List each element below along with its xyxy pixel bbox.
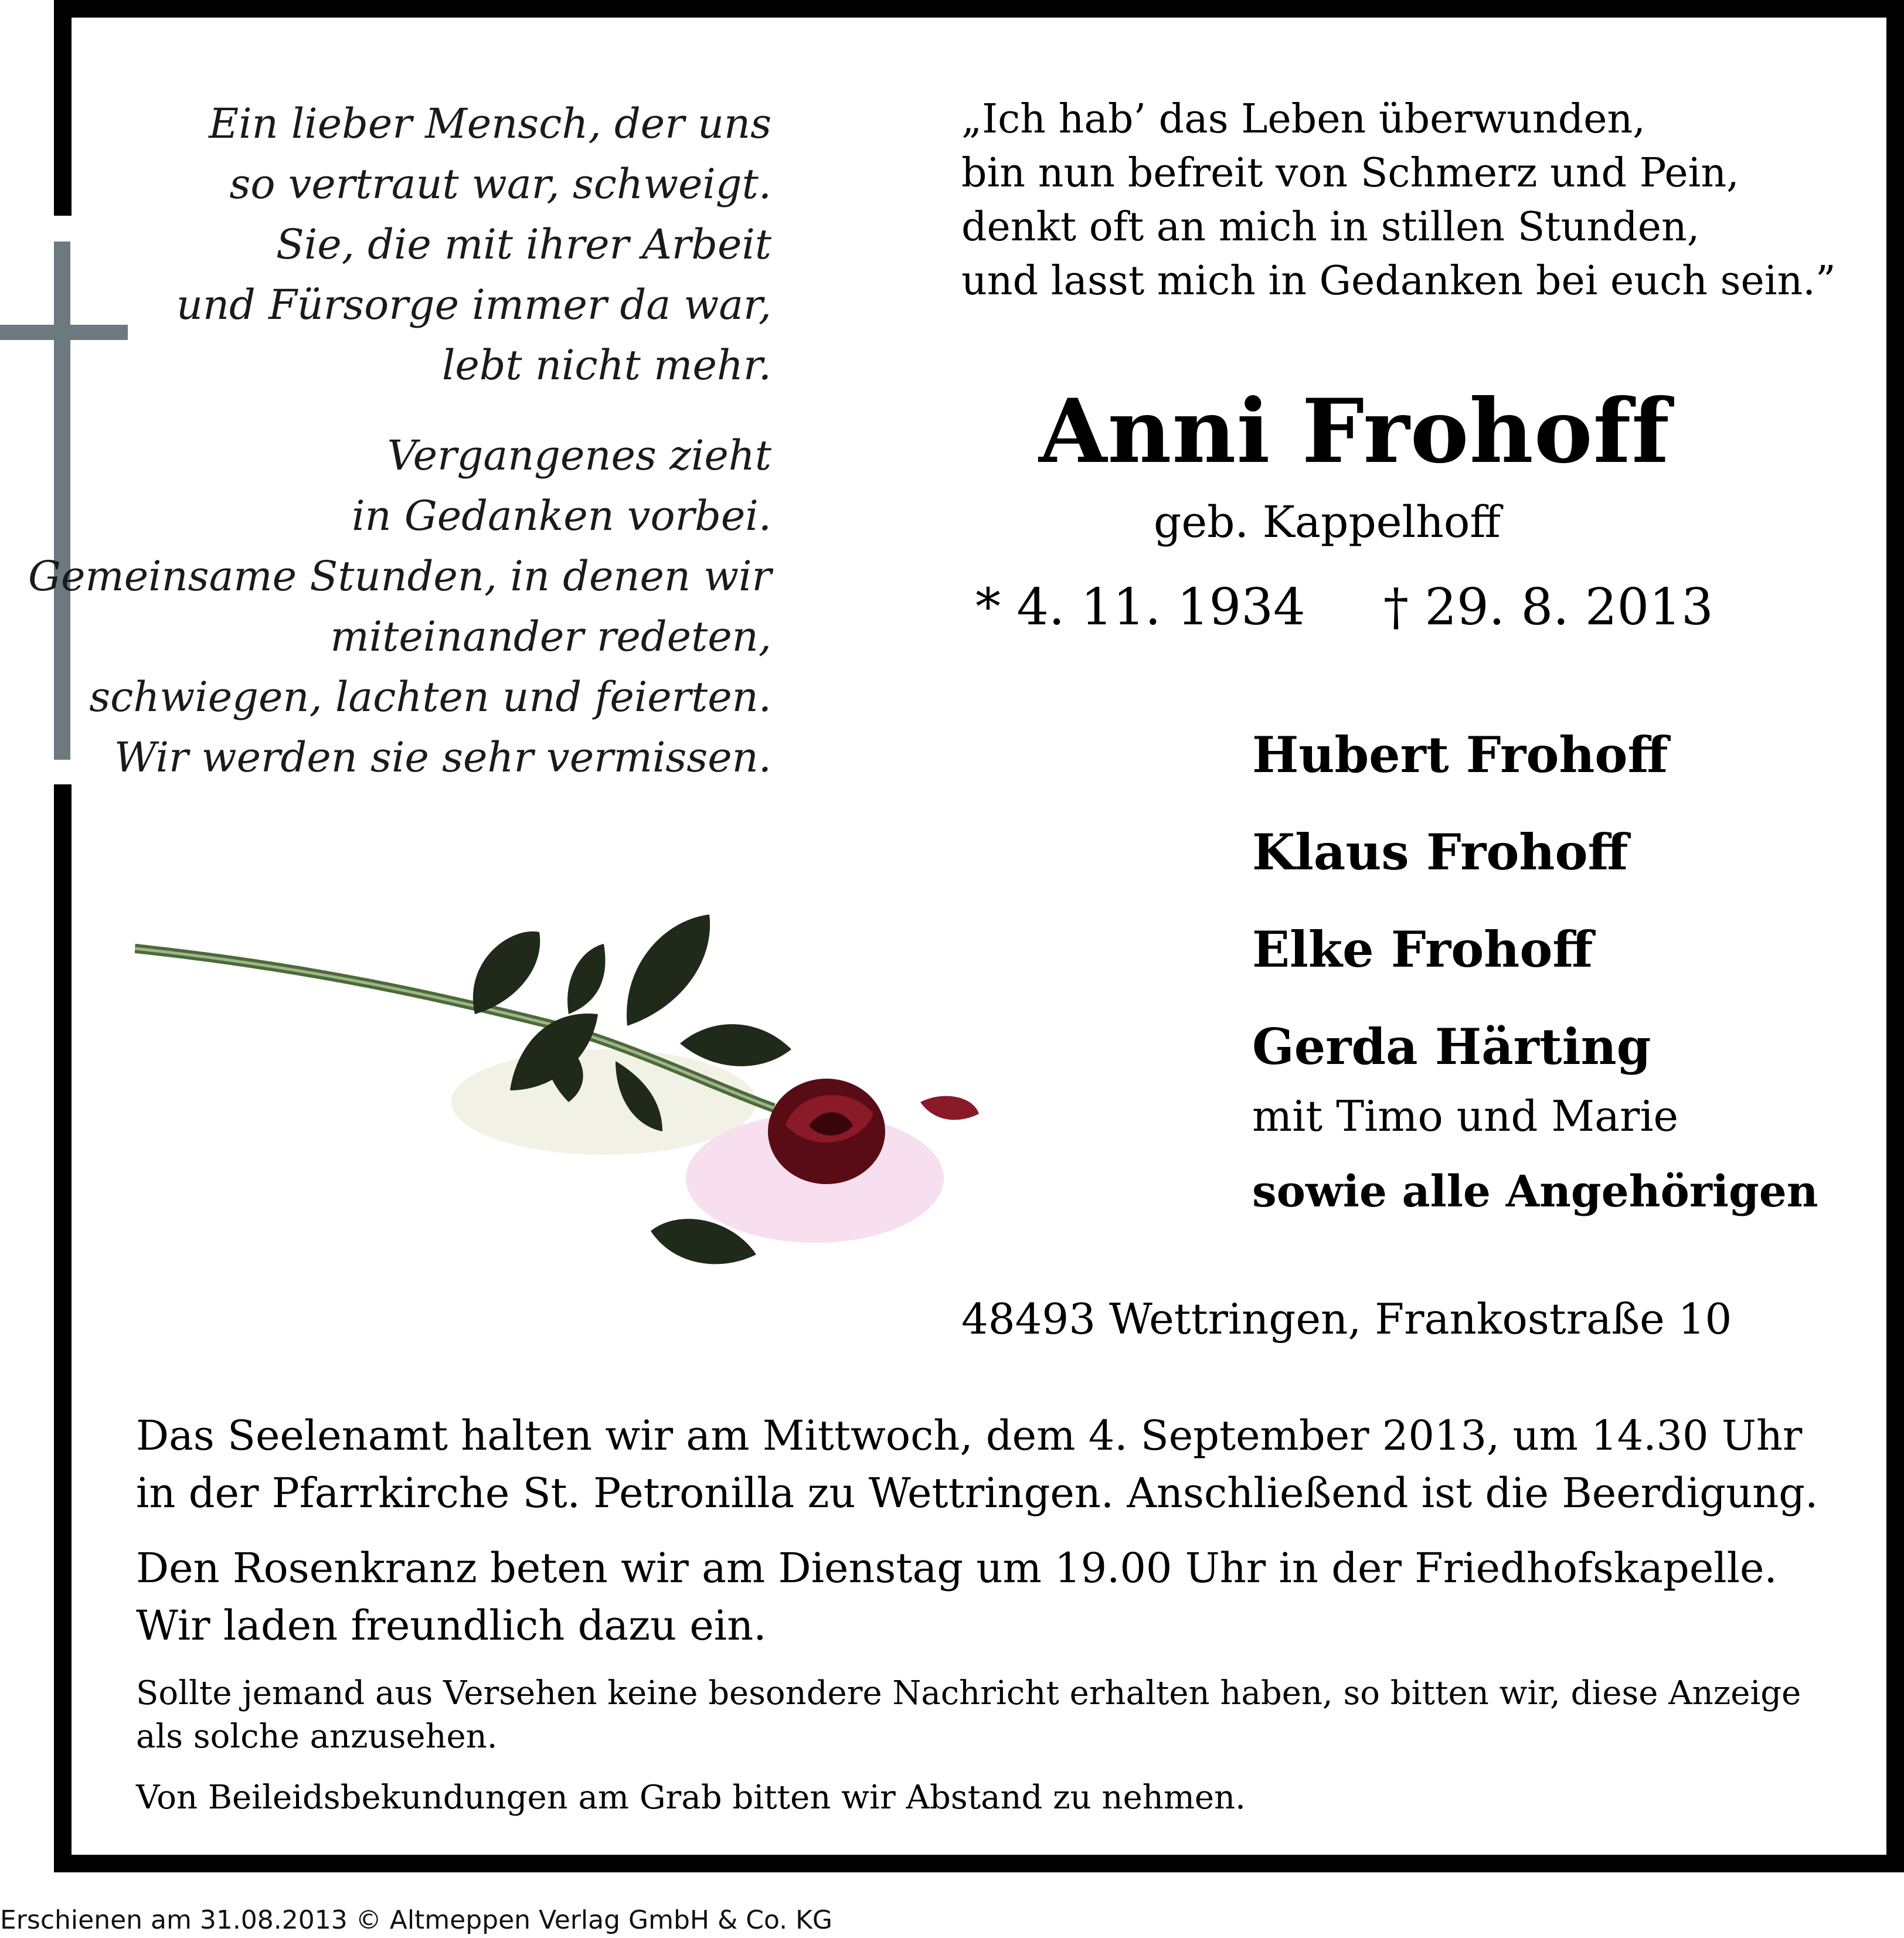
mourner-name: Klaus Frohoff	[1252, 823, 1628, 881]
frame-bottom	[54, 1855, 1904, 1872]
address: 48493 Wettringen, Frankostraße 10	[961, 1294, 1732, 1344]
maiden-name: geb. Kappelhoff	[1154, 497, 1501, 548]
rosary-line: Den Rosenkranz beten wir am Dienstag um 19.00 Uhr in der Friedhofskapelle.	[136, 1544, 1777, 1592]
service-line: in der Pfarrkirche St. Petronilla zu Wettringen. Anschließend ist die Beerdigung.	[136, 1469, 1818, 1517]
publication-footer: Erschienen am 31.08.2013 © Altmeppen Verlag GmbH & Co. KG	[0, 1905, 833, 1935]
mourner-sub: mit Timo und Marie	[1252, 1092, 1679, 1141]
quote-line: bin nun befreit von Schmerz und Pein,	[961, 150, 1739, 196]
relatives: sowie alle Angehörigen	[1252, 1167, 1818, 1217]
service-line: Das Seelenamt halten wir am Mittwoch, dem 4. September 2013, um 14.30 Uhr	[136, 1412, 1803, 1460]
quote-line: und lasst mich in Gedanken bei euch sein.”	[961, 258, 1836, 304]
poem-line: Sie, die mit ihrer Arbeit	[276, 220, 771, 268]
poem-line: Ein lieber Mensch, der uns	[209, 100, 771, 148]
birth-date: * 4. 11. 1934	[975, 578, 1305, 637]
frame-left-upper	[54, 0, 72, 216]
death-date: † 29. 8. 2013	[1383, 578, 1713, 637]
deceased-name: Anni Frohoff	[1039, 380, 1670, 483]
poem-line: miteinander redeten,	[330, 613, 771, 661]
poem-line: schwiegen, lachten und feierten.	[89, 673, 771, 721]
quote	[961, 93, 1836, 308]
rose-icon	[135, 879, 991, 1325]
note-condolences: Von Beileidsbekundungen am Grab bitten wir Abstand zu nehmen.	[136, 1779, 1246, 1817]
poem-line: Vergangenes zieht	[387, 431, 771, 480]
quote-line: „Ich hab’ das Leben überwunden,	[961, 96, 1645, 142]
note-notification	[136, 1672, 1801, 1759]
poem-line: und Fürsorge immer da war,	[176, 281, 771, 329]
poem-line: so vertraut war, schweigt.	[229, 160, 771, 208]
quote-line: denkt oft an mich in stillen Stunden,	[961, 204, 1700, 250]
mourner-name: Gerda Härting	[1252, 1018, 1651, 1076]
frame-right	[1886, 0, 1904, 1872]
poem-line: lebt nicht mehr.	[441, 341, 771, 389]
frame-left-lower	[54, 784, 72, 1872]
poem-line: Wir werden sie sehr vermissen.	[114, 733, 771, 781]
service-info	[136, 1407, 1818, 1522]
mourner-name: Hubert Frohoff	[1252, 726, 1668, 784]
frame-top	[54, 0, 1904, 18]
note-line: als solche anzusehen.	[136, 1718, 498, 1756]
poem-line: Gemeinsame Stunden, in denen wir	[28, 552, 771, 600]
poem-line: in Gedanken vorbei.	[352, 492, 771, 540]
mourner-name: Elke Frohoff	[1252, 920, 1593, 978]
rosary-info	[136, 1539, 1777, 1654]
poem-stanza-2	[28, 426, 771, 788]
note-line: Sollte jemand aus Versehen keine besondere Nachricht erhalten haben, so bitten wir, diese Anzeige	[136, 1674, 1801, 1712]
poem-stanza-1	[176, 94, 771, 396]
rosary-line: Wir laden freundlich dazu ein.	[136, 1602, 767, 1650]
